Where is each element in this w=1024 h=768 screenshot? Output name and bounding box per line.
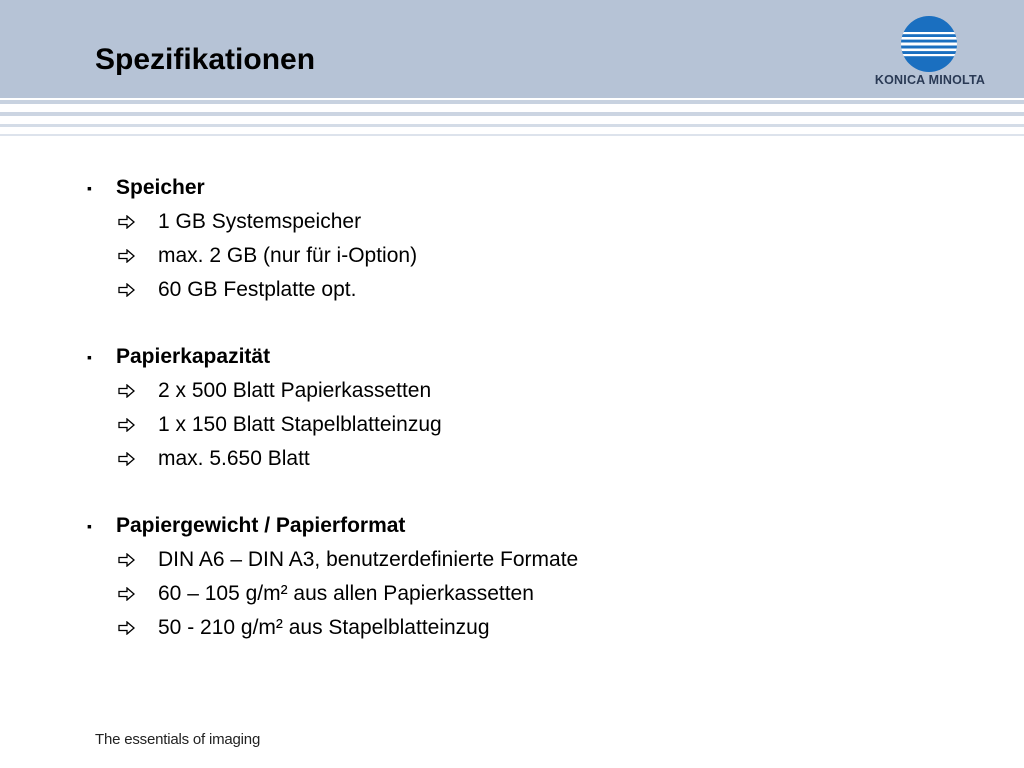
header-stripes bbox=[0, 98, 1024, 142]
list-item: DIN A6 – DIN A3, benutzerdefinierte Formate bbox=[158, 548, 579, 571]
arrow-bullet-icon bbox=[118, 249, 136, 263]
arrow-bullet-icon bbox=[118, 587, 136, 601]
list-item: max. 5.650 Blatt bbox=[158, 447, 310, 470]
arrow-bullet-icon bbox=[118, 418, 136, 432]
globe-logo-icon bbox=[900, 15, 958, 73]
arrow-bullet-icon bbox=[118, 283, 136, 297]
company-logo bbox=[870, 15, 990, 93]
list-item: max. 2 GB (nur für i-Option) bbox=[158, 244, 418, 267]
list-item: 2 x 500 Blatt Papierkassetten bbox=[158, 379, 432, 402]
section-title-papiergewicht: Papiergewicht / Papierformat bbox=[116, 514, 406, 537]
list-item: 50 - 210 g/m² aus Stapelblatteinzug bbox=[158, 616, 490, 639]
list-item: 1 x 150 Blatt Stapelblatteinzug bbox=[158, 413, 442, 436]
arrow-bullet-icon bbox=[118, 384, 136, 398]
arrow-bullet-icon bbox=[118, 553, 136, 567]
list-item: 60 GB Festplatte opt. bbox=[158, 278, 357, 301]
section-title-papierkapazitaet: Papierkapazität bbox=[116, 345, 271, 368]
square-bullet-icon: ▪ bbox=[87, 180, 92, 196]
list-item: 60 – 105 g/m² aus allen Papierkassetten bbox=[158, 582, 534, 605]
square-bullet-icon: ▪ bbox=[87, 518, 92, 534]
slide-title: Spezifikationen bbox=[95, 43, 316, 76]
square-bullet-icon: ▪ bbox=[87, 349, 92, 365]
arrow-bullet-icon bbox=[118, 452, 136, 466]
arrow-bullet-icon bbox=[118, 215, 136, 229]
arrow-bullet-icon bbox=[118, 621, 136, 635]
logo-wordmark: KONICA MINOLTA bbox=[874, 73, 986, 87]
list-item: 1 GB Systemspeicher bbox=[158, 210, 362, 233]
section-title-speicher: Speicher bbox=[116, 176, 205, 199]
footer-tagline: The essentials of imaging bbox=[95, 731, 261, 748]
